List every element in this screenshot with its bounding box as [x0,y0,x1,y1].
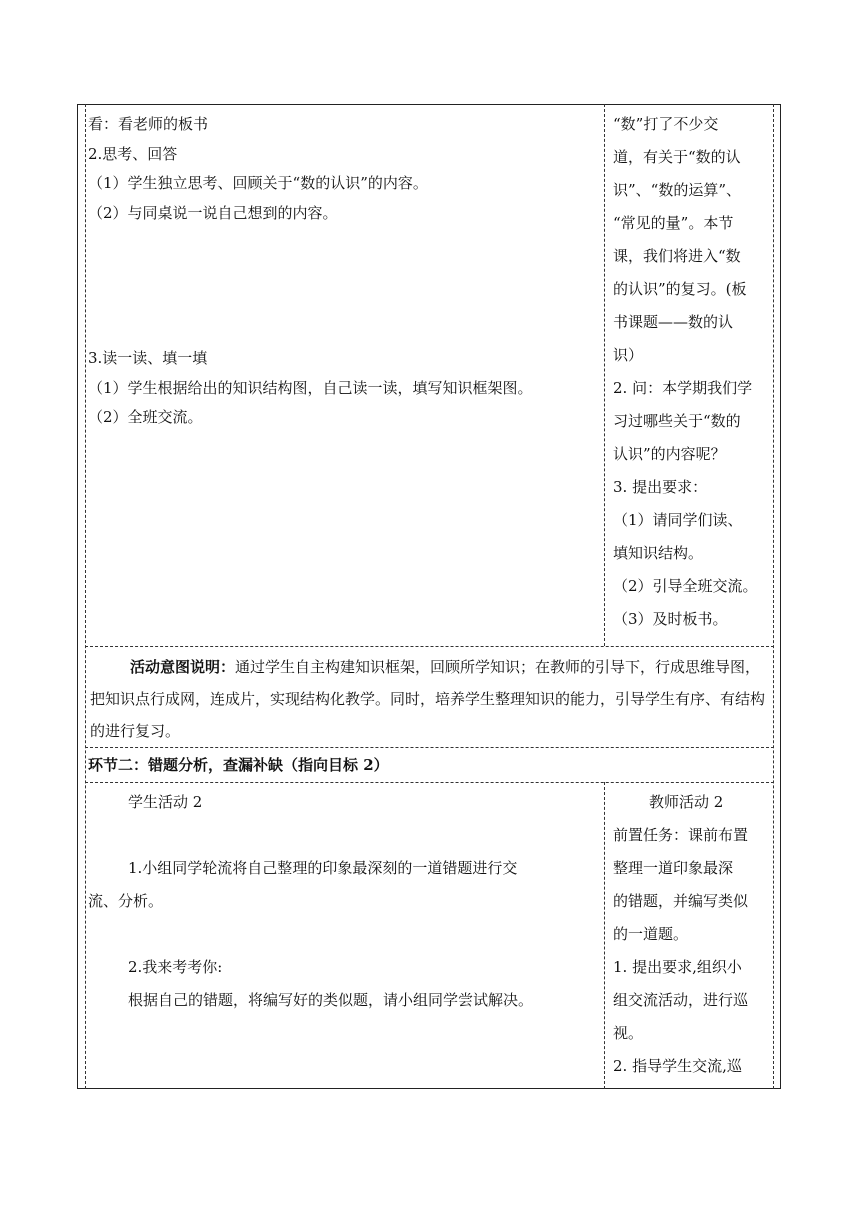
right-line-8: 识） [613,346,644,364]
teacher-line-5: 1. 提出要求,组织小 [613,958,742,976]
row-divider-1 [85,646,774,647]
right-line-14: 填知识结构。 [613,544,704,562]
left-line-4: （2）与同桌说一说自己想到的内容。 [88,203,338,222]
teacher-line-2: 整理一道印象最深 [613,859,734,877]
teacher-line-7: 视。 [613,1024,644,1042]
right-line-12: 3. 提出要求： [613,478,708,496]
student-p1-line-1: 1.小组同学轮流将自己整理的印象最深刻的一道错题进行交 [128,859,518,877]
right-line-6: 的认识”的复习。(板 [613,280,747,298]
left-line-1: 看：看老师的板书 [88,115,209,133]
left-line-7: （2）全班交流。 [88,408,203,426]
student-activity-header: 学生活动 2 [128,793,203,811]
right-line-2: 道，有关于“数的认 [613,148,741,166]
right-line-5: 课，我们将进入“数 [613,247,741,265]
left-line-6: （1）学生根据给出的知识结构图，自己读一读，填写知识框架图。 [88,378,533,397]
teacher-line-1: 前置任务：课前布置 [613,826,749,844]
right-line-11: 认识”的内容呢？ [613,445,726,463]
intent-text: 通过学生自主构建知识框架，回顾所学知识；在教师的引导下，行成思维导图，把知识点行成网，连成片，实现结构化教学。同时，培养学生整理知识的能力，引导学生有序、有结构的进行复习。 [90,658,766,740]
left-line-3: （1）学生独立思考、回顾关于“数的认识”的内容。 [88,174,428,192]
activity-intent [90,651,770,747]
right-line-9: 2. 问：本学期我们学 [613,379,753,397]
right-line-10: 习过哪些关于“数的 [613,412,741,430]
teacher-line-3: 的错题，并编写类似 [613,892,749,910]
teacher-line-4: 的一道题。 [613,925,689,943]
right-line-4: “常见的量”。本节 [613,214,734,232]
right-line-3: 识”、“数的运算”、 [613,181,742,199]
column-divider-2 [604,782,605,1089]
stage2-title: 环节二：错题分析，查漏补缺（指向目标 2） [88,756,389,774]
teacher-line-6: 组交流活动，进行巡 [613,991,749,1009]
right-line-15: （2）引导全班交流。 [613,577,758,595]
row-divider-2 [85,747,774,748]
row-divider-3 [85,782,774,783]
left-line-5: 3.读一读、填一填 [88,349,208,367]
student-p2-line-2: 根据自己的错题，将编写好的类似题，请小组同学尝试解决。 [128,991,534,1009]
teacher-activity-header: 教师活动 2 [649,793,724,811]
student-p1-line-2: 流、分析。 [88,892,164,910]
right-line-1: “数”打了不少交 [613,115,719,133]
teacher-line-8: 2. 指导学生交流,巡 [613,1057,742,1075]
left-line-2: 2.思考、回答 [88,144,178,163]
right-line-16: （3）及时板书。 [613,610,728,628]
column-divider-1 [604,104,605,646]
right-line-7: 书课题——数的认 [613,313,734,331]
student-p2-line-1: 2.我来考考你: [128,958,223,976]
intent-label: 活动意图说明： [130,658,236,676]
right-line-13: （1）请同学们读、 [613,511,743,529]
